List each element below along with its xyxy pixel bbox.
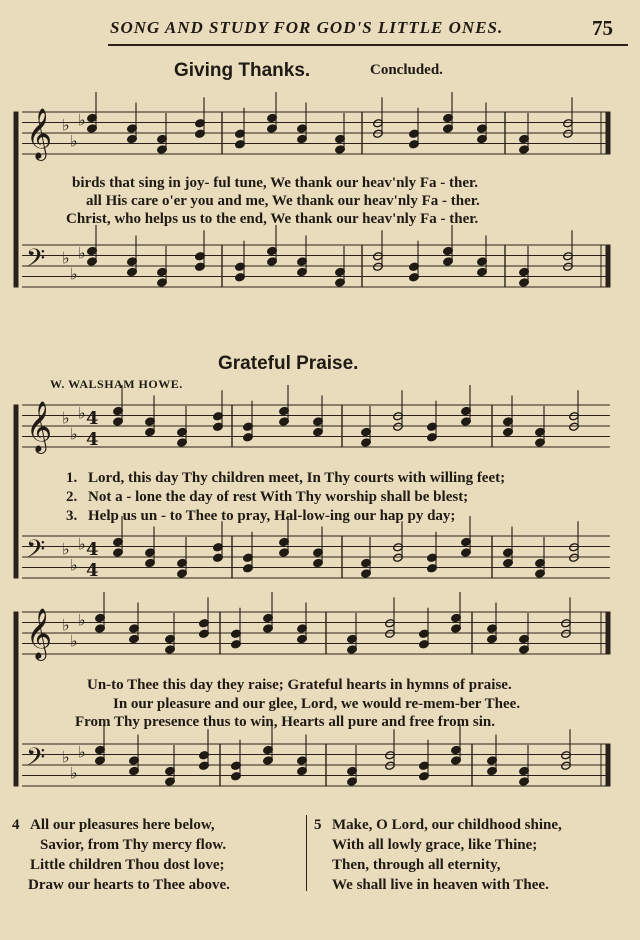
verse2-line-2: In our pleasure and our glee, Lord, we would re-mem-ber Thee. (113, 696, 521, 712)
hymn-author: W. WALSHAM HOWE. (50, 377, 183, 391)
flat-icon: ♭ (70, 631, 78, 651)
bass-clef-icon: 𝄢 (26, 743, 46, 778)
stanza-line: Savior, from Thy mercy flow. (40, 837, 227, 853)
flat-icon: ♭ (62, 615, 70, 635)
flat-icon: ♭ (62, 408, 70, 428)
flat-icon: ♭ (78, 243, 86, 263)
verse-text: Not a - lone the day of rest With Thy worship shall be blest; (88, 489, 469, 505)
flat-icon: ♭ (78, 534, 86, 554)
verse-line-3 (66, 508, 455, 525)
flat-icon: ♭ (78, 403, 86, 423)
page-number: 75 (592, 16, 613, 40)
verse-number: 2. (66, 489, 78, 505)
flat-icon: ♭ (78, 110, 86, 130)
verse-line-1 (66, 470, 505, 487)
hymn1-lyric-line-1: birds that sing in joy- ful tune, We thank our heav'nly Fa - ther. (72, 175, 479, 191)
final-bar (606, 112, 610, 154)
time-signature-denominator: 4 (86, 560, 99, 581)
hymn-subtitle: Concluded. (370, 62, 443, 78)
stanza-line: Little children Thou dost love; (30, 857, 225, 873)
flat-icon: ♭ (78, 742, 86, 762)
time-signature-numerator: 4 (86, 539, 99, 560)
treble-clef-icon: 𝄞 (26, 608, 53, 659)
hymn1-lyric-line-2: all His care o'er you and me, We thank our heav'nly Fa - ther. (86, 193, 480, 209)
stanza-line: Make, O Lord, our childhood shine, (332, 817, 562, 833)
flat-icon: ♭ (70, 131, 78, 151)
flat-icon: ♭ (62, 539, 70, 559)
flat-icon: ♭ (62, 747, 70, 767)
final-bar (606, 245, 610, 287)
flat-icon: ♭ (78, 610, 86, 630)
system-bracket (14, 405, 18, 578)
final-bar (606, 612, 610, 654)
stanza-5-number: 5 (314, 817, 322, 833)
stanza-line: We shall live in heaven with Thee. (332, 877, 549, 893)
stanza-line: Then, through all eternity, (332, 857, 501, 873)
flat-icon: ♭ (70, 264, 78, 284)
running-header: SONG AND STUDY FOR GOD'S LITTLE ONES. (110, 18, 504, 37)
bass-clef-icon: 𝄢 (26, 535, 46, 570)
flat-icon: ♭ (62, 115, 70, 135)
flat-icon: ♭ (70, 555, 78, 575)
verse2-line-1: Un-to Thee this day they raise; Grateful hearts in hymns of praise. (87, 677, 512, 693)
treble-clef-icon: 𝄞 (26, 401, 53, 452)
flat-icon: ♭ (62, 248, 70, 268)
time-signature-numerator: 4 (86, 408, 99, 429)
flat-icon: ♭ (70, 424, 78, 444)
system-bracket (14, 112, 18, 287)
system-bracket (14, 612, 18, 786)
stanza-4-number: 4 (12, 817, 20, 833)
stanza-4 (30, 815, 230, 895)
verse-number: 3. (66, 508, 78, 524)
time-signature-denominator: 4 (86, 429, 99, 450)
hymn1-lyric-line-3: Christ, who helps us to the end, We thank our heav'nly Fa - ther. (66, 211, 479, 227)
stanza-5 (332, 815, 562, 895)
verse2-line-3: From Thy presence thus to win, Hearts all pure and free from sin. (75, 714, 495, 730)
verse-text: Lord, this day Thy children meet, In Thy courts with willing feet; (88, 470, 506, 486)
verse-line-2 (66, 489, 468, 506)
hymn-title-grateful-praise: Grateful Praise. (218, 353, 359, 374)
stanza-divider (306, 815, 307, 891)
stanza-line: Draw our hearts to Thee above. (28, 877, 230, 893)
verse-text: Help us un - to Thee to pray, Hal-low-ing our hap py day; (88, 508, 456, 524)
flat-icon: ♭ (70, 763, 78, 783)
stanza-line: All our pleasures here below, (30, 817, 215, 833)
verse-number: 1. (66, 470, 78, 486)
bass-clef-icon: 𝄢 (26, 244, 46, 279)
final-bar (606, 744, 610, 786)
hymn-title-giving-thanks: Giving Thanks. (174, 60, 311, 81)
treble-clef-icon: 𝄞 (26, 108, 53, 159)
stanza-line: With all lowly grace, like Thine; (332, 837, 538, 853)
